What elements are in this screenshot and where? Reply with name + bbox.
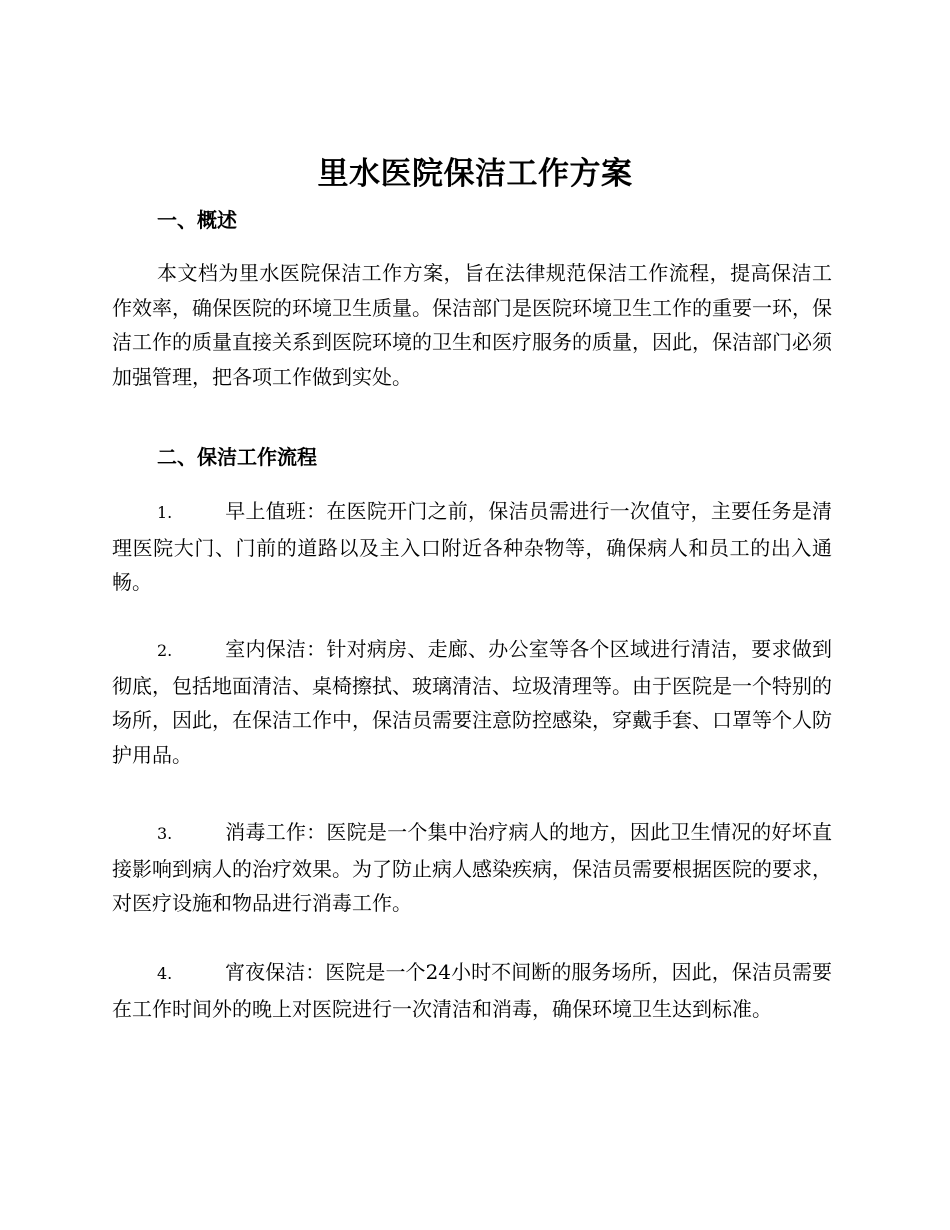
- section-heading-workflow: 二、保洁工作流程: [157, 445, 317, 469]
- list-item: [112, 955, 832, 1026]
- list-item-number: 3.: [157, 824, 173, 843]
- list-item: [112, 494, 832, 600]
- overview-paragraph: 本文档为里水医院保洁工作方案，旨在法律规范保洁工作流程，提高保洁工作效率，确保医院的环境卫生质量。保洁部门是医院环境卫生工作的重要一环，保洁工作的质量直接关系到医院环境的卫生和医疗服务的质量，因此，保洁部门必须加强管理，把各项工作做到实处。: [112, 261, 832, 389]
- list-item-text: 消毒工作：医院是一个集中治疗病人的地方，因此卫生情况的好坏直接影响到病人的治疗效果。为了防止病人感染疾病，保洁员需要根据医院的要求，对医疗设施和物品进行消毒工作。: [112, 820, 832, 915]
- list-item: [112, 815, 832, 921]
- section-heading-overview: 一、概述: [157, 208, 237, 232]
- list-item: [112, 632, 832, 772]
- list-item-text: 室内保洁：针对病房、走廊、办公室等各个区域进行清洁，要求做到彻底，包括地面清洁、桌椅擦拭、玻璃清洁、垃圾清理等。由于医院是一个特别的场所，因此，在保洁工作中，保洁员需要注意防控感染，穿戴手套、口罩等个人防护用品。: [112, 637, 832, 767]
- list-item-text: 宵夜保洁：医院是一个24小时不间断的服务场所，因此，保洁员需要在工作时间外的晚上对医院进行一次清洁和消毒，确保环境卫生达到标准。: [112, 960, 832, 1021]
- document-title: 里水医院保洁工作方案: [317, 156, 633, 192]
- list-item-number: 2.: [157, 641, 173, 660]
- list-item-number: 1.: [157, 503, 173, 522]
- list-item-number: 4.: [157, 964, 173, 983]
- list-item-text: 早上值班：在医院开门之前，保洁员需进行一次值守，主要任务是清理医院大门、门前的道路以及主入口附近各种杂物等，确保病人和员工的出入通畅。: [112, 499, 832, 594]
